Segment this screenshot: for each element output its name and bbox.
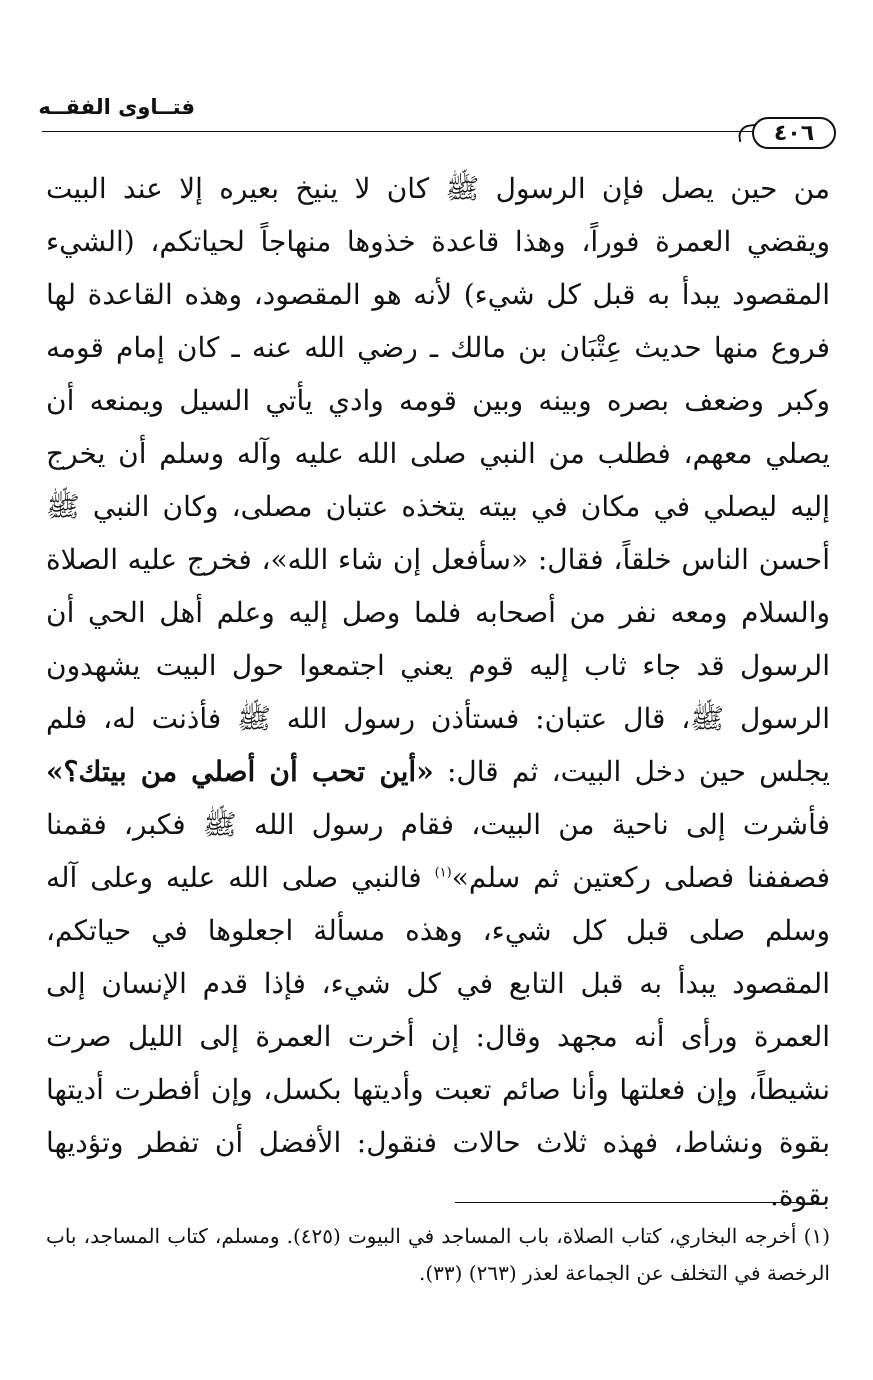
running-title: فتــاوى الفقــه — [38, 95, 195, 119]
body-text-part-2: فأشرت إلى ناحية من البيت، فقام رسول الله ﷺ فكبر، فقمنا فصففنا فصلى ركعتين ثم سلم» — [46, 808, 830, 894]
page-number: ٤٠٦ — [752, 117, 836, 149]
footnote-rule — [455, 1202, 801, 1203]
body-text-part-3: فالنبي صلى الله عليه وعلى آله وسلم صلى قبل كل شيء، وهذه مسألة اجعلوها في حياتكم، المقصود يبدأ به قبل التابع في كل شيء، فإذا قدم الإنسان إلى العمرة ورأى أنه مجهد وقال: إن أخرت العمرة إلى الليل صرت نشيطاً، وإن فعلتها وأنا صائم تعبت وأديتها بكسل، وإن أفطرت أديتها بقوة ونشاط، فهذه ثلاث حالات فنقول: الأفضل أن تفطر وتؤديها بقوة. — [46, 861, 830, 1212]
footnotes — [46, 1218, 830, 1292]
body-paragraph — [46, 162, 830, 1222]
body-text-part-1: من حين يصل فإن الرسول ﷺ كان لا ينيخ بعيره إلا عند البيت ويقضي العمرة فوراً، وهذا قاعدة خذوها منهاجاً لحياتكم، (الشيء المقصود يبدأ به قبل كل شيء) لأنه هو المقصود، وهذه القاعدة لها فروع منها حديث عِتْبَان بن مالك ـ رضي الله عنه ـ كان إمام قومه وكبر وضعف بصره وبينه وبين قومه وادي يأتي السيل ويمنعه أن يصلي معهم، فطلب من النبي صلى الله عليه وآله وسلم أن يخرج إليه ليصلي في مكان في بيته يتخذه عتبان مصلى، وكان النبي ﷺ أحسن الناس خلقاً، فقال: «سأفعل إن شاء الله»، فخرج عليه الصلاة والسلام ومعه نفر من أصحابه فلما وصل إليه وعلم أهل الحي أن الرسول قد جاء ثاب إليه قوم يعني اجتمعوا حول البيت يشهدون الرسول ﷺ، قال عتبان: فستأذن رسول الله ﷺ فأذنت له، فلم يجلس حين دخل البيت، ثم قال: — [46, 172, 830, 788]
body-text — [46, 162, 830, 1222]
header-rule — [42, 131, 752, 132]
footnote-marker: (١) — [434, 865, 452, 881]
footnote-1: (١) أخرجه البخاري، كتاب الصلاة، باب المساجد في البيوت (٤٢٥). ومسلم، كتاب المساجد، باب الرخصة في التخلف عن الجماعة لعذر (٢٦٣) (٣٣). — [46, 1224, 830, 1285]
hadith-quote-bold: «أين تحب أن أصلي من بيتك؟» — [46, 755, 434, 788]
